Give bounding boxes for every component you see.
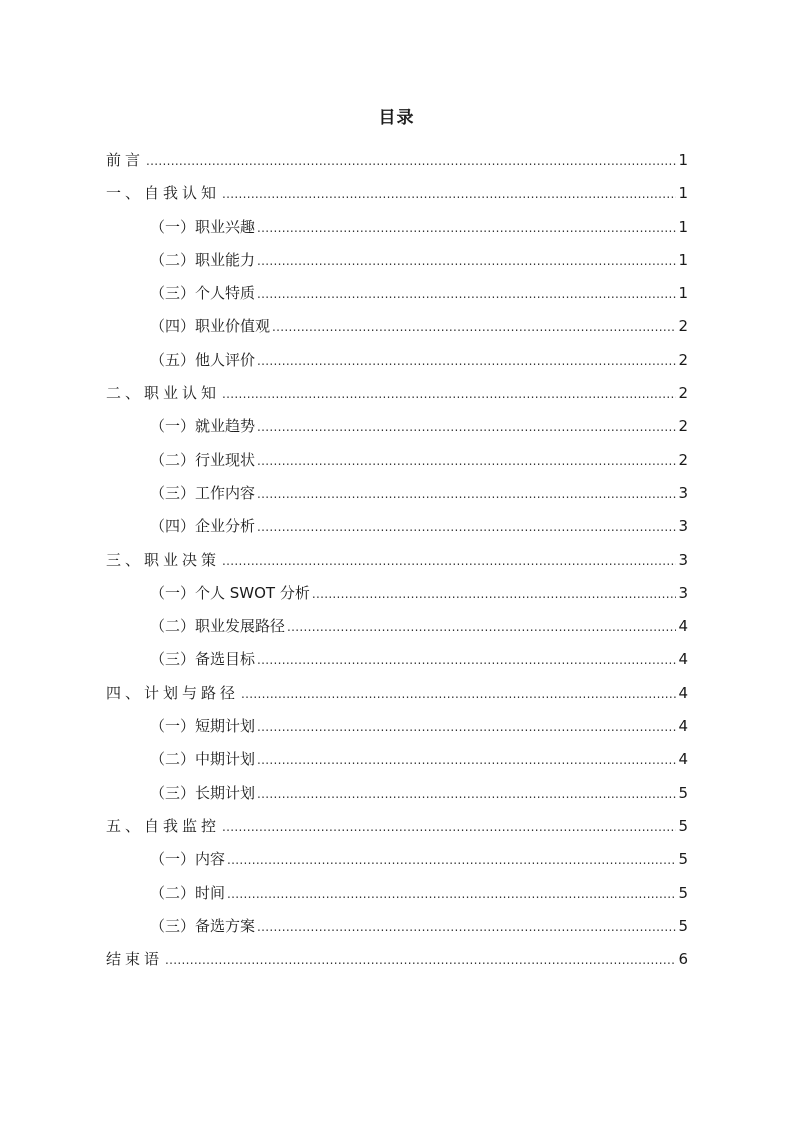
toc-dot-leader [227,877,676,911]
toc-page-number: 1 [678,284,688,303]
toc-page-number: 3 [678,517,688,536]
toc-page-number: 3 [678,550,688,569]
toc-entry-label: （一）个人 SWOT 分析 [150,583,310,602]
toc-entry[interactable] [106,444,688,477]
toc-dot-leader [312,577,676,611]
toc-entry-label: （五）他人评价 [150,350,256,369]
toc-entry[interactable] [106,577,688,610]
toc-entry[interactable] [106,643,688,676]
toc-entry-label: （一）内容 [150,850,226,869]
toc-entry[interactable] [106,777,688,810]
toc-dot-leader [257,710,676,744]
toc-dot-leader [222,177,676,211]
toc-entry-label: （一）职业兴趣 [150,217,256,236]
toc-entry[interactable] [106,810,688,843]
toc-page-number: 4 [678,750,688,769]
toc-dot-leader [146,144,676,178]
toc-page-number: 2 [678,417,688,436]
toc-page-number: 1 [678,151,688,169]
toc-page-number: 2 [678,350,688,369]
toc-dot-leader [257,777,676,811]
toc-entry-label: （四）职业价值观 [150,317,271,336]
toc-entry[interactable] [106,843,688,876]
toc-entry-label: 结束语 [106,950,164,969]
toc-page-number: 1 [678,250,688,269]
toc-entry-label: （二）职业发展路径 [150,617,286,636]
toc-entry-label: 五、自我监控 [106,816,221,835]
toc-page-number: 3 [678,483,688,502]
toc-entry-label: （三）长期计划 [150,783,256,802]
toc-page-number: 5 [678,850,688,869]
toc-entry[interactable] [106,144,688,177]
toc-dot-leader [222,810,676,844]
toc-dot-leader [287,610,676,644]
toc-entry-label: （三）工作内容 [150,483,256,502]
table-of-contents [106,144,688,976]
toc-page-number: 5 [678,883,688,902]
toc-entry[interactable] [106,244,688,277]
toc-entry[interactable] [106,177,688,210]
toc-entry-label: （二）时间 [150,883,226,902]
toc-entry[interactable] [106,877,688,910]
toc-entry[interactable] [106,743,688,776]
toc-entry-label: （二）中期计划 [150,750,256,769]
toc-entry[interactable] [106,477,688,510]
toc-page-number: 4 [678,617,688,636]
toc-entry-label: （三）个人特质 [150,284,256,303]
toc-dot-leader [222,377,676,411]
toc-dot-leader [257,643,676,677]
toc-dot-leader [165,943,676,977]
toc-page-number: 2 [678,384,688,403]
toc-entry[interactable] [106,377,688,410]
toc-entry-label: 二、职业认知 [106,384,221,403]
toc-entry[interactable] [106,344,688,377]
toc-dot-leader [257,244,676,278]
toc-page-number: 4 [678,717,688,736]
toc-entry-label: （一）短期计划 [150,717,256,736]
toc-title: 目录 [378,108,415,128]
toc-entry-label: 前言 [106,151,145,169]
toc-entry[interactable] [106,410,688,443]
toc-dot-leader [257,410,676,444]
toc-page-number: 6 [678,950,688,969]
toc-entry[interactable] [106,277,688,310]
toc-page-number: 1 [678,184,688,203]
toc-page-number: 5 [678,816,688,835]
toc-dot-leader [257,277,676,311]
toc-page-number: 2 [678,450,688,469]
toc-entry-label: 三、职业决策 [106,550,221,569]
toc-page-number: 4 [678,650,688,669]
toc-dot-leader [227,843,676,877]
toc-entry-label: 一、自我认知 [106,184,221,203]
toc-page-number: 4 [678,683,688,702]
toc-dot-leader [257,444,676,478]
toc-dot-leader [241,677,676,711]
toc-entry[interactable] [106,510,688,543]
toc-page-number: 2 [678,317,688,336]
toc-page-number: 5 [678,916,688,935]
toc-entry[interactable] [106,610,688,643]
toc-page-number: 3 [678,583,688,602]
toc-entry-label: （三）备选方案 [150,916,256,935]
toc-entry-label: （一）就业趋势 [150,417,256,436]
toc-entry[interactable] [106,211,688,244]
toc-page-number: 1 [678,217,688,236]
toc-dot-leader [222,544,676,578]
toc-entry[interactable] [106,943,688,976]
toc-dot-leader [257,344,676,378]
toc-entry-label: （二）职业能力 [150,250,256,269]
toc-entry[interactable] [106,544,688,577]
toc-entry[interactable] [106,310,688,343]
toc-entry-label: （二）行业现状 [150,450,256,469]
toc-entry[interactable] [106,910,688,943]
toc-dot-leader [272,310,676,344]
toc-dot-leader [257,477,676,511]
toc-page-number: 5 [678,783,688,802]
toc-dot-leader [257,910,676,944]
toc-dot-leader [257,510,676,544]
toc-entry[interactable] [106,710,688,743]
toc-dot-leader [257,743,676,777]
toc-entry-label: 四、计划与路径 [106,683,240,702]
toc-entry[interactable] [106,677,688,710]
toc-entry-label: （三）备选目标 [150,650,256,669]
toc-entry-label: （四）企业分析 [150,517,256,536]
toc-dot-leader [257,211,676,245]
